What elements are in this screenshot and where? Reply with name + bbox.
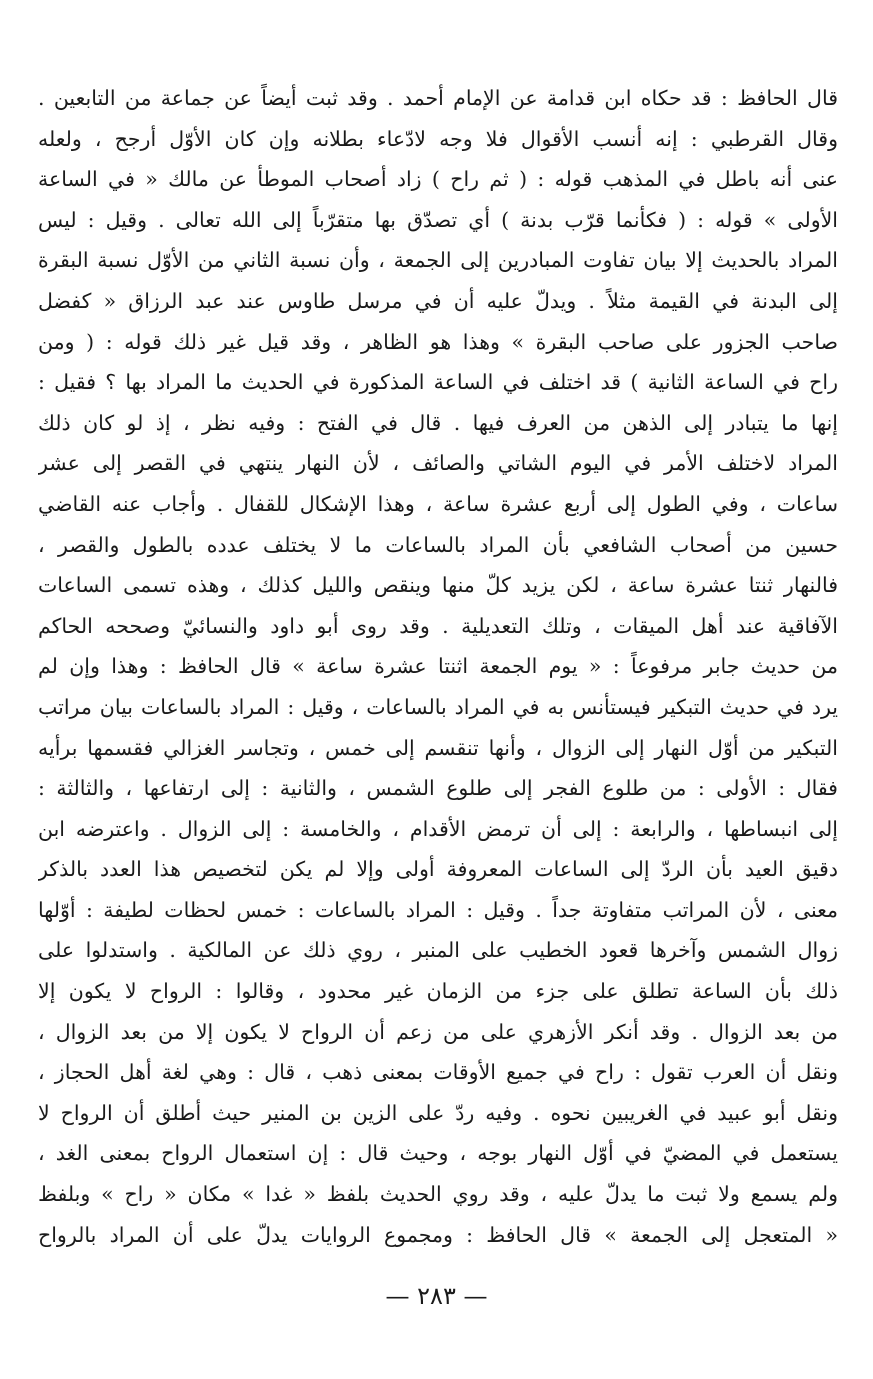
body-text bbox=[38, 78, 838, 1255]
text-line: الآفاقية عند أهل الميقات ، وتلك التعديلية . وقد روى أبو داود والنسائيّ وصححه الحاكم bbox=[38, 613, 838, 638]
text-line: المراد بالحديث إلا بيان تفاوت المبادرين إلى الجمعة ، وأن نسبة الثاني من الأوّل نسبة البقرة bbox=[38, 248, 838, 273]
text-line: الأولى » قوله : ( فكأنما قرّب بدنة ) أي تصدّق بها متقرّباً إلى الله تعالى . وقيل : ليس bbox=[38, 207, 838, 232]
text-line: عنى أنه باطل في المذهب قوله : ( ثم راح ) زاد أصحاب الموطأ عن مالك « في الساعة bbox=[38, 167, 838, 192]
text-line: معنى ، لأن المراتب متفاوتة جداً . وقيل : المراد بالساعات : خمس لحظات لطيفة : أوّلها bbox=[38, 897, 838, 922]
text-line: وقال القرطبي : إنه أنسب الأقوال فلا وجه لادّعاء بطلانه وإن كان الأوّل أرجح ، ولعله bbox=[38, 126, 838, 151]
text-line: يستعمل في المضيّ في أوّل النهار بوجه ، وحيث قال : إن استعمال الرواح بمعنى الغد ، bbox=[38, 1141, 838, 1166]
text-line: ذلك بأن الساعة تطلق على جزء من الزمان غير محدود ، وقالوا : الرواح لا يكون إلا bbox=[38, 979, 838, 1004]
text-line: المراد لاختلف الأمر في اليوم الشاتي والصائف ، لأن النهار ينتهي في القصر إلى عشر bbox=[38, 451, 838, 476]
text-line: إلى انبساطها ، والرابعة : إلى أن ترمض الأقدام ، والخامسة : إلى الزوال . واعترضه ابن bbox=[38, 816, 838, 841]
text-line: حسين من أصحاب الشافعي بأن المراد بالساعات ما لا يختلف عدده بالطول والقصر ، bbox=[38, 532, 838, 557]
text-line: إنها ما يتبادر إلى الذهن من العرف فيها . قال في الفتح : وفيه نظر ، إذ لو كان ذلك bbox=[38, 410, 838, 435]
text-line: من حديث جابر مرفوعاً : « يوم الجمعة اثنتا عشرة ساعة » قال الحافظ : وهذا وإن لم bbox=[38, 654, 838, 679]
text-line: صاحب الجزور على صاحب البقرة » وهذا هو الظاهر ، وقد قيل غير ذلك قوله : ( ومن bbox=[38, 329, 838, 354]
text-line: إلى البدنة في القيمة مثلاً . ويدلّ عليه أن في مرسل طاوس عند عبد الرزاق « كفضل bbox=[38, 288, 838, 313]
text-line: فقال : الأولى : من طلوع الفجر إلى طلوع الشمس ، والثانية : إلى ارتفاعها ، والثالثة : bbox=[38, 776, 838, 801]
text-line: ساعات ، وفي الطول إلى أربع عشرة ساعة ، وهذا الإشكال للقفال . وأجاب عنه القاضي bbox=[38, 491, 838, 516]
text-line: زوال الشمس وآخرها قعود الخطيب على المنبر ، روي ذلك عن المالكية . واستدلوا على bbox=[38, 938, 838, 963]
text-line: راح في الساعة الثانية ) قد اختلف في الساعة المذكورة في الحديث ما المراد بها ؟ فقيل : bbox=[38, 370, 838, 395]
text-line: يرد في حديث التبكير فيستأنس به في المراد بالساعات ، وقيل : المراد بالساعات بيان مراتب bbox=[38, 694, 838, 719]
text-line: ونقل أبو عبيد في الغريبين نحوه . وفيه ردّ على الزين بن المنير حيث أطلق أن الرواح لا bbox=[38, 1100, 838, 1125]
text-line: التبكير من أوّل النهار إلى الزوال ، وأنها تنقسم إلى خمس ، وتجاسر الغزالي فقسمها برأيه bbox=[38, 735, 838, 760]
text-line: من بعد الزوال . وقد أنكر الأزهري على من زعم أن الرواح لا يكون إلا من بعد الزوال ، bbox=[38, 1019, 838, 1044]
text-line: دقيق العيد بأن الردّ إلى الساعات المعروفة أولى وإلا لم يكن لتخصيص هذا العدد بالذكر bbox=[38, 857, 838, 882]
text-line: فالنهار ثنتا عشرة ساعة ، لكن يزيد كلّ منها وينقص والليل كذلك ، وهذه تسمى الساعات bbox=[38, 573, 838, 598]
text-line: « المتعجل إلى الجمعة » قال الحافظ : ومجموع الروايات يدلّ على أن المراد بالرواح bbox=[38, 1222, 838, 1247]
page-number: — ٢٨٣ — bbox=[385, 1282, 488, 1310]
text-line: قال الحافظ : قد حكاه ابن قدامة عن الإمام أحمد . وقد ثبت أيضاً عن جماعة من التابعين . bbox=[38, 86, 838, 110]
text-line: ولم يسمع ولا ثبت ما يدلّ عليه ، وقد روي الحديث بلفظ « غدا » مكان « راح » وبلفظ bbox=[38, 1182, 838, 1207]
text-line: ونقل أن العرب تقول : راح في جميع الأوقات بمعنى ذهب ، قال : وهي لغة أهل الحجاز ، bbox=[38, 1060, 838, 1085]
